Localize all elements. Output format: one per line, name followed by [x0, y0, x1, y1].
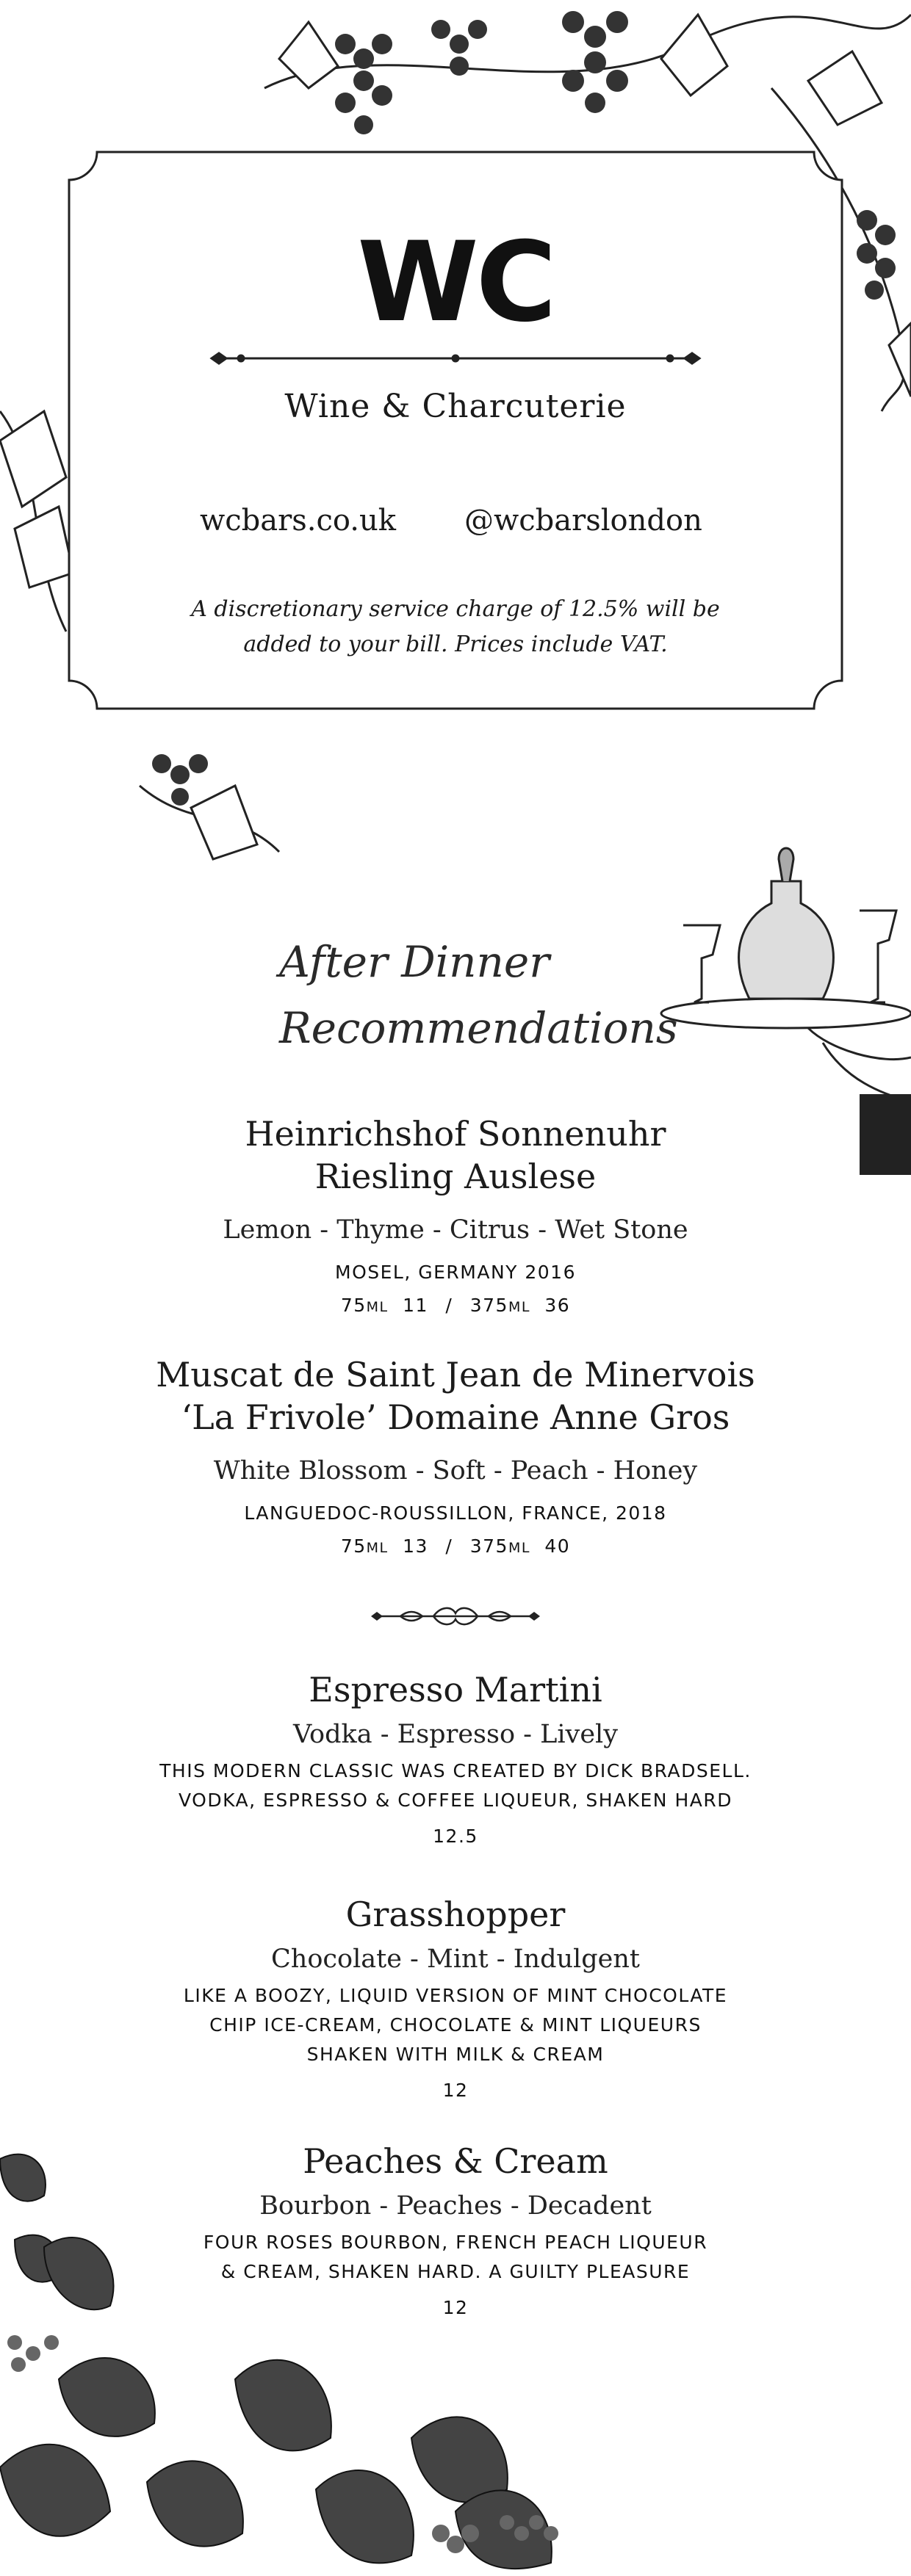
- social-handle[interactable]: @wcbarslondon: [464, 504, 702, 538]
- service-charge-note: [0, 592, 911, 662]
- cocktail-name: Grasshopper: [345, 1895, 566, 1934]
- wc-logo: WC: [357, 219, 554, 347]
- service-note-line: A discretionary service charge of 12.5% will be: [191, 596, 720, 622]
- cocktail-name: Peaches & Cream: [303, 2141, 608, 2181]
- wine-name: Muscat de Saint Jean de Minervois: [156, 1355, 755, 1394]
- description-line: CHIP ICE-CREAM, CHOCOLATE & MINT LIQUEURS: [209, 2014, 702, 2036]
- section-title: [279, 929, 678, 1061]
- wine-prices: [0, 1535, 911, 1557]
- wine-item: [0, 1353, 911, 1557]
- wine-item: [0, 1112, 911, 1316]
- price-75-size: 75: [340, 1295, 367, 1316]
- restaurant-subtitle: Wine & Charcuterie: [284, 388, 627, 425]
- cocktail-name: Espresso Martini: [309, 1670, 602, 1710]
- description-line: THIS MODERN CLASSIC WAS CREATED BY DICK BRADSELL.: [159, 1760, 752, 1781]
- price-75-unit: ML: [366, 1299, 389, 1315]
- price-375-value: 36: [544, 1295, 571, 1316]
- description-line: LIKE A BOOZY, LIQUID VERSION OF MINT CHOCOLATE: [183, 1985, 728, 2006]
- price-separator: /: [445, 1535, 453, 1557]
- wine-name: ‘La Frivole’ Domaine Anne Gros: [181, 1397, 730, 1437]
- price-375-unit: ML: [508, 1540, 530, 1556]
- website-link[interactable]: wcbars.co.uk: [200, 504, 396, 538]
- cocktail-item: [0, 1668, 911, 1847]
- section-title-line: Recommendations: [279, 1003, 678, 1053]
- cocktail-item: [0, 1893, 911, 2101]
- wine-prices: [0, 1295, 911, 1316]
- wine-origin: LANGUEDOC-ROUSSILLON, FRANCE, 2018: [244, 1502, 667, 1524]
- section-title-line: After Dinner: [279, 937, 550, 987]
- wine-name: Riesling Auslese: [314, 1157, 597, 1196]
- tasting-notes: Chocolate - Mint - Indulgent: [271, 1944, 640, 1974]
- description-line: VODKA, ESPRESSO & COFFEE LIQUEUR, SHAKEN HARD: [179, 1790, 732, 1811]
- wine-origin: MOSEL, GERMANY 2016: [335, 1262, 576, 1283]
- cocktail-price: 12: [442, 2080, 469, 2101]
- price-375-unit: ML: [508, 1299, 530, 1315]
- tasting-notes: Bourbon - Peaches - Decadent: [259, 2191, 652, 2221]
- tasting-notes: Lemon - Thyme - Citrus - Wet Stone: [223, 1215, 688, 1245]
- description-line: & CREAM, SHAKEN HARD. A GUILTY PLEASURE: [220, 2261, 691, 2282]
- tasting-notes: White Blossom - Soft - Peach - Honey: [213, 1456, 698, 1486]
- cocktail-price: 12: [442, 2297, 469, 2318]
- price-separator: /: [445, 1295, 453, 1316]
- cocktail-item: [0, 2140, 911, 2318]
- cocktail-price: 12.5: [433, 1826, 478, 1847]
- wine-name: Heinrichshof Sonnenuhr: [245, 1114, 666, 1154]
- price-375-size: 375: [469, 1535, 508, 1557]
- price-375-value: 40: [544, 1535, 571, 1557]
- price-75-unit: ML: [366, 1540, 389, 1556]
- ornament-divider-icon: [371, 1603, 540, 1629]
- price-75-size: 75: [340, 1535, 367, 1557]
- cocktail-description: [0, 1756, 911, 1815]
- description-line: SHAKEN WITH MILK & CREAM: [306, 2044, 605, 2065]
- price-75-value: 13: [403, 1535, 428, 1557]
- tasting-notes: Vodka - Espresso - Lively: [292, 1720, 618, 1749]
- price-75-value: 11: [403, 1295, 428, 1316]
- cocktail-description: [0, 2228, 911, 2287]
- price-375-size: 375: [469, 1295, 508, 1316]
- service-note-line: added to your bill. Prices include VAT.: [243, 632, 668, 657]
- cocktail-description: [0, 1981, 911, 2069]
- description-line: FOUR ROSES BOURBON, FRENCH PEACH LIQUEUR: [203, 2232, 708, 2253]
